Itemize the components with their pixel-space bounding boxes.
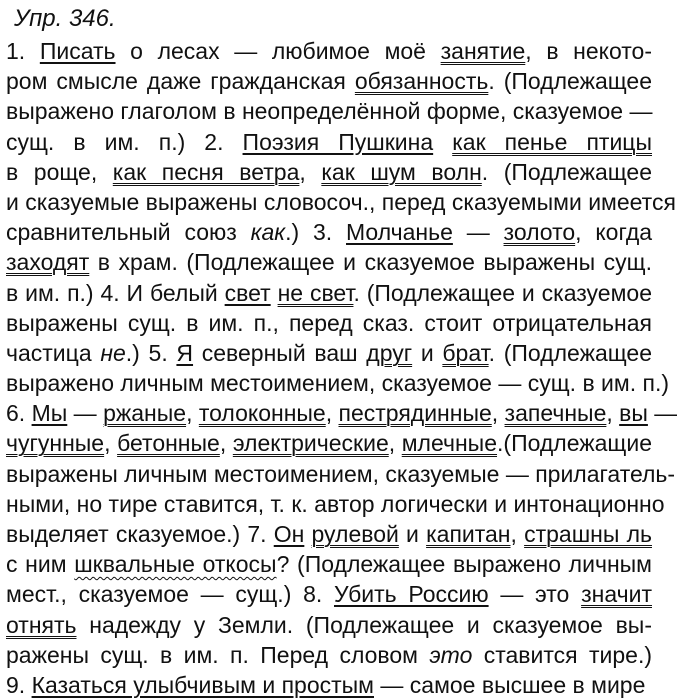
text-line [6, 579, 652, 609]
plain-text: . (Подлежащее [488, 339, 652, 366]
plain-text: , [606, 400, 620, 427]
plain-text: выражено глаголом в неопределённой форме, сказуемое — [6, 98, 653, 125]
predicate-underlined: друг [366, 339, 413, 366]
plain-text: о лесах — любимое моё [115, 38, 441, 64]
plain-text: сущ. в им. п.) 2. [6, 128, 243, 155]
plain-text: , [510, 521, 525, 547]
plain-text: надежду у Земли. (Подлежащее и сказуемое вы- [76, 611, 652, 638]
text-line [6, 670, 652, 700]
subject-underlined: Убить Россию [334, 581, 489, 608]
predicate-underlined: бетонные [117, 430, 220, 457]
predicate-underlined: электрические [232, 430, 389, 457]
plain-text: 1. [6, 38, 40, 64]
plain-text: , в некото- [525, 38, 653, 64]
plain-text: — [452, 219, 504, 246]
predicate-underlined: толоконные [198, 400, 326, 427]
plain-text: с ним [6, 551, 75, 578]
predicate-underlined: чугунные [6, 430, 105, 457]
predicate-underlined: занятие [440, 38, 526, 64]
plain-text: ражены сущ. в им. п. Перед словом [6, 641, 430, 668]
plain-text: , [104, 430, 118, 457]
subject-underlined: Писать [39, 38, 116, 64]
plain-text: .) 5. [125, 339, 177, 366]
text-line [6, 157, 652, 187]
plain-text: сравнительный союз [6, 219, 251, 246]
text-line [6, 308, 652, 338]
text-line [6, 247, 652, 277]
text-line [6, 519, 652, 549]
plain-text: , [186, 400, 199, 427]
predicate-underlined: как песня ветра [112, 158, 300, 185]
subject-underlined: Мы [31, 400, 68, 427]
plain-text: . (Подлежащее [481, 158, 653, 185]
plain-text: . (Подлежащее [488, 68, 652, 95]
plain-text [433, 129, 452, 155]
subject-underlined: Я [176, 339, 194, 366]
plain-text: — [67, 400, 104, 427]
predicate-underlined: рулевой [311, 521, 399, 547]
plain-text: ром смысле даже гражданская [6, 68, 355, 95]
text-line [6, 459, 676, 489]
subject-underlined: вы [619, 400, 648, 427]
plain-text: выражены сущ. в им. п., перед сказ. стоит отрицательная [6, 309, 652, 336]
predicate-underlined: отнять [6, 611, 77, 638]
text-line [6, 217, 652, 247]
text-line [6, 610, 652, 640]
plain-text: , [219, 430, 233, 457]
plain-text: в роще, [6, 158, 113, 185]
plain-text: частица [6, 339, 101, 366]
plain-text: и [412, 339, 443, 366]
plain-text: в храм. (Подлежащее и сказуемое выражены сущ. [89, 249, 652, 276]
predicate-underlined: ржаные [103, 400, 187, 427]
subject-underlined: Поэзия Пушкина [242, 128, 434, 155]
plain-text [271, 280, 278, 306]
plain-text [304, 521, 311, 547]
predicate-underlined: заходят [6, 249, 90, 276]
predicate-underlined: обязанность [354, 68, 489, 95]
italic-term: как [250, 219, 286, 246]
subject-underlined: Молчанье [346, 219, 453, 246]
plain-text: северный ваш [193, 339, 367, 366]
attribute-underlined: шквальные откосы [74, 551, 277, 578]
plain-text: — самое высшее в мире [374, 671, 646, 698]
plain-text: .(Подлежащие [497, 430, 652, 457]
predicate-underlined: как пенье птицы [452, 128, 652, 155]
plain-text: , [299, 158, 322, 185]
plain-text: ставится тире.) [472, 641, 652, 668]
predicate-underlined: пестрядинные [338, 400, 492, 427]
plain-text: — [647, 400, 677, 427]
predicate-underlined: млечные [401, 430, 498, 457]
text-line [6, 66, 652, 96]
plain-text: и сказуемые выражены словосоч., перед сказуемыми имеется [6, 188, 676, 215]
exercise-answer-text [6, 36, 677, 700]
plain-text: ? (Подлежащее выражено личным [276, 551, 652, 578]
text-line [6, 127, 652, 157]
plain-text: , [388, 430, 402, 457]
plain-text: ными, но тире ставится, т. к. автор логически и интонационно [6, 490, 665, 517]
text-line [6, 96, 652, 126]
plain-text: . (Подлежащее и сказуемое [353, 279, 652, 306]
italic-term: не [100, 339, 126, 366]
text-line [6, 368, 669, 398]
plain-text: в им. п.) 4. И белый [6, 279, 225, 306]
predicate-underlined: капитан [426, 521, 511, 547]
plain-text: , [491, 400, 505, 427]
subject-underlined: Он [273, 521, 305, 547]
plain-text: выделяет сказуемое.) 7. [6, 521, 274, 547]
plain-text: — это [488, 581, 582, 608]
plain-text: , [325, 400, 339, 427]
subject-underlined: свет [224, 279, 271, 306]
plain-text: 9. [6, 671, 32, 698]
plain-text: выражены личным местоимением, сказуемые — прилагатель- [6, 460, 676, 487]
text-line [6, 338, 652, 368]
predicate-underlined: не свет [277, 279, 354, 306]
text-line [6, 36, 652, 66]
text-line [6, 549, 652, 579]
text-line [6, 278, 652, 308]
text-line [6, 398, 677, 428]
predicate-underlined: страшны ль [524, 521, 652, 547]
subject-underlined: Казаться улыбчивым и простым [31, 671, 374, 698]
plain-text: , когда [575, 219, 653, 246]
predicate-underlined: золото [503, 219, 576, 246]
plain-text: .) 3. [285, 219, 347, 246]
italic-term: это [429, 641, 473, 668]
text-line [6, 489, 665, 519]
text-line [6, 428, 652, 458]
predicate-underlined: запечные [504, 400, 607, 427]
text-line [6, 187, 676, 217]
predicate-underlined: значит [581, 581, 652, 608]
plain-text: выражено личным местоимением, сказуемое — сущ. в им. п.) [6, 370, 669, 397]
predicate-underlined: брат [442, 339, 489, 366]
plain-text: мест., сказуемое — сущ.) 8. [6, 581, 334, 608]
text-line [6, 640, 652, 670]
plain-text: 6. [6, 400, 32, 427]
plain-text: и [398, 521, 427, 547]
exercise-heading: Упр. 346. [14, 5, 116, 32]
predicate-underlined: как шум волн [321, 158, 482, 185]
